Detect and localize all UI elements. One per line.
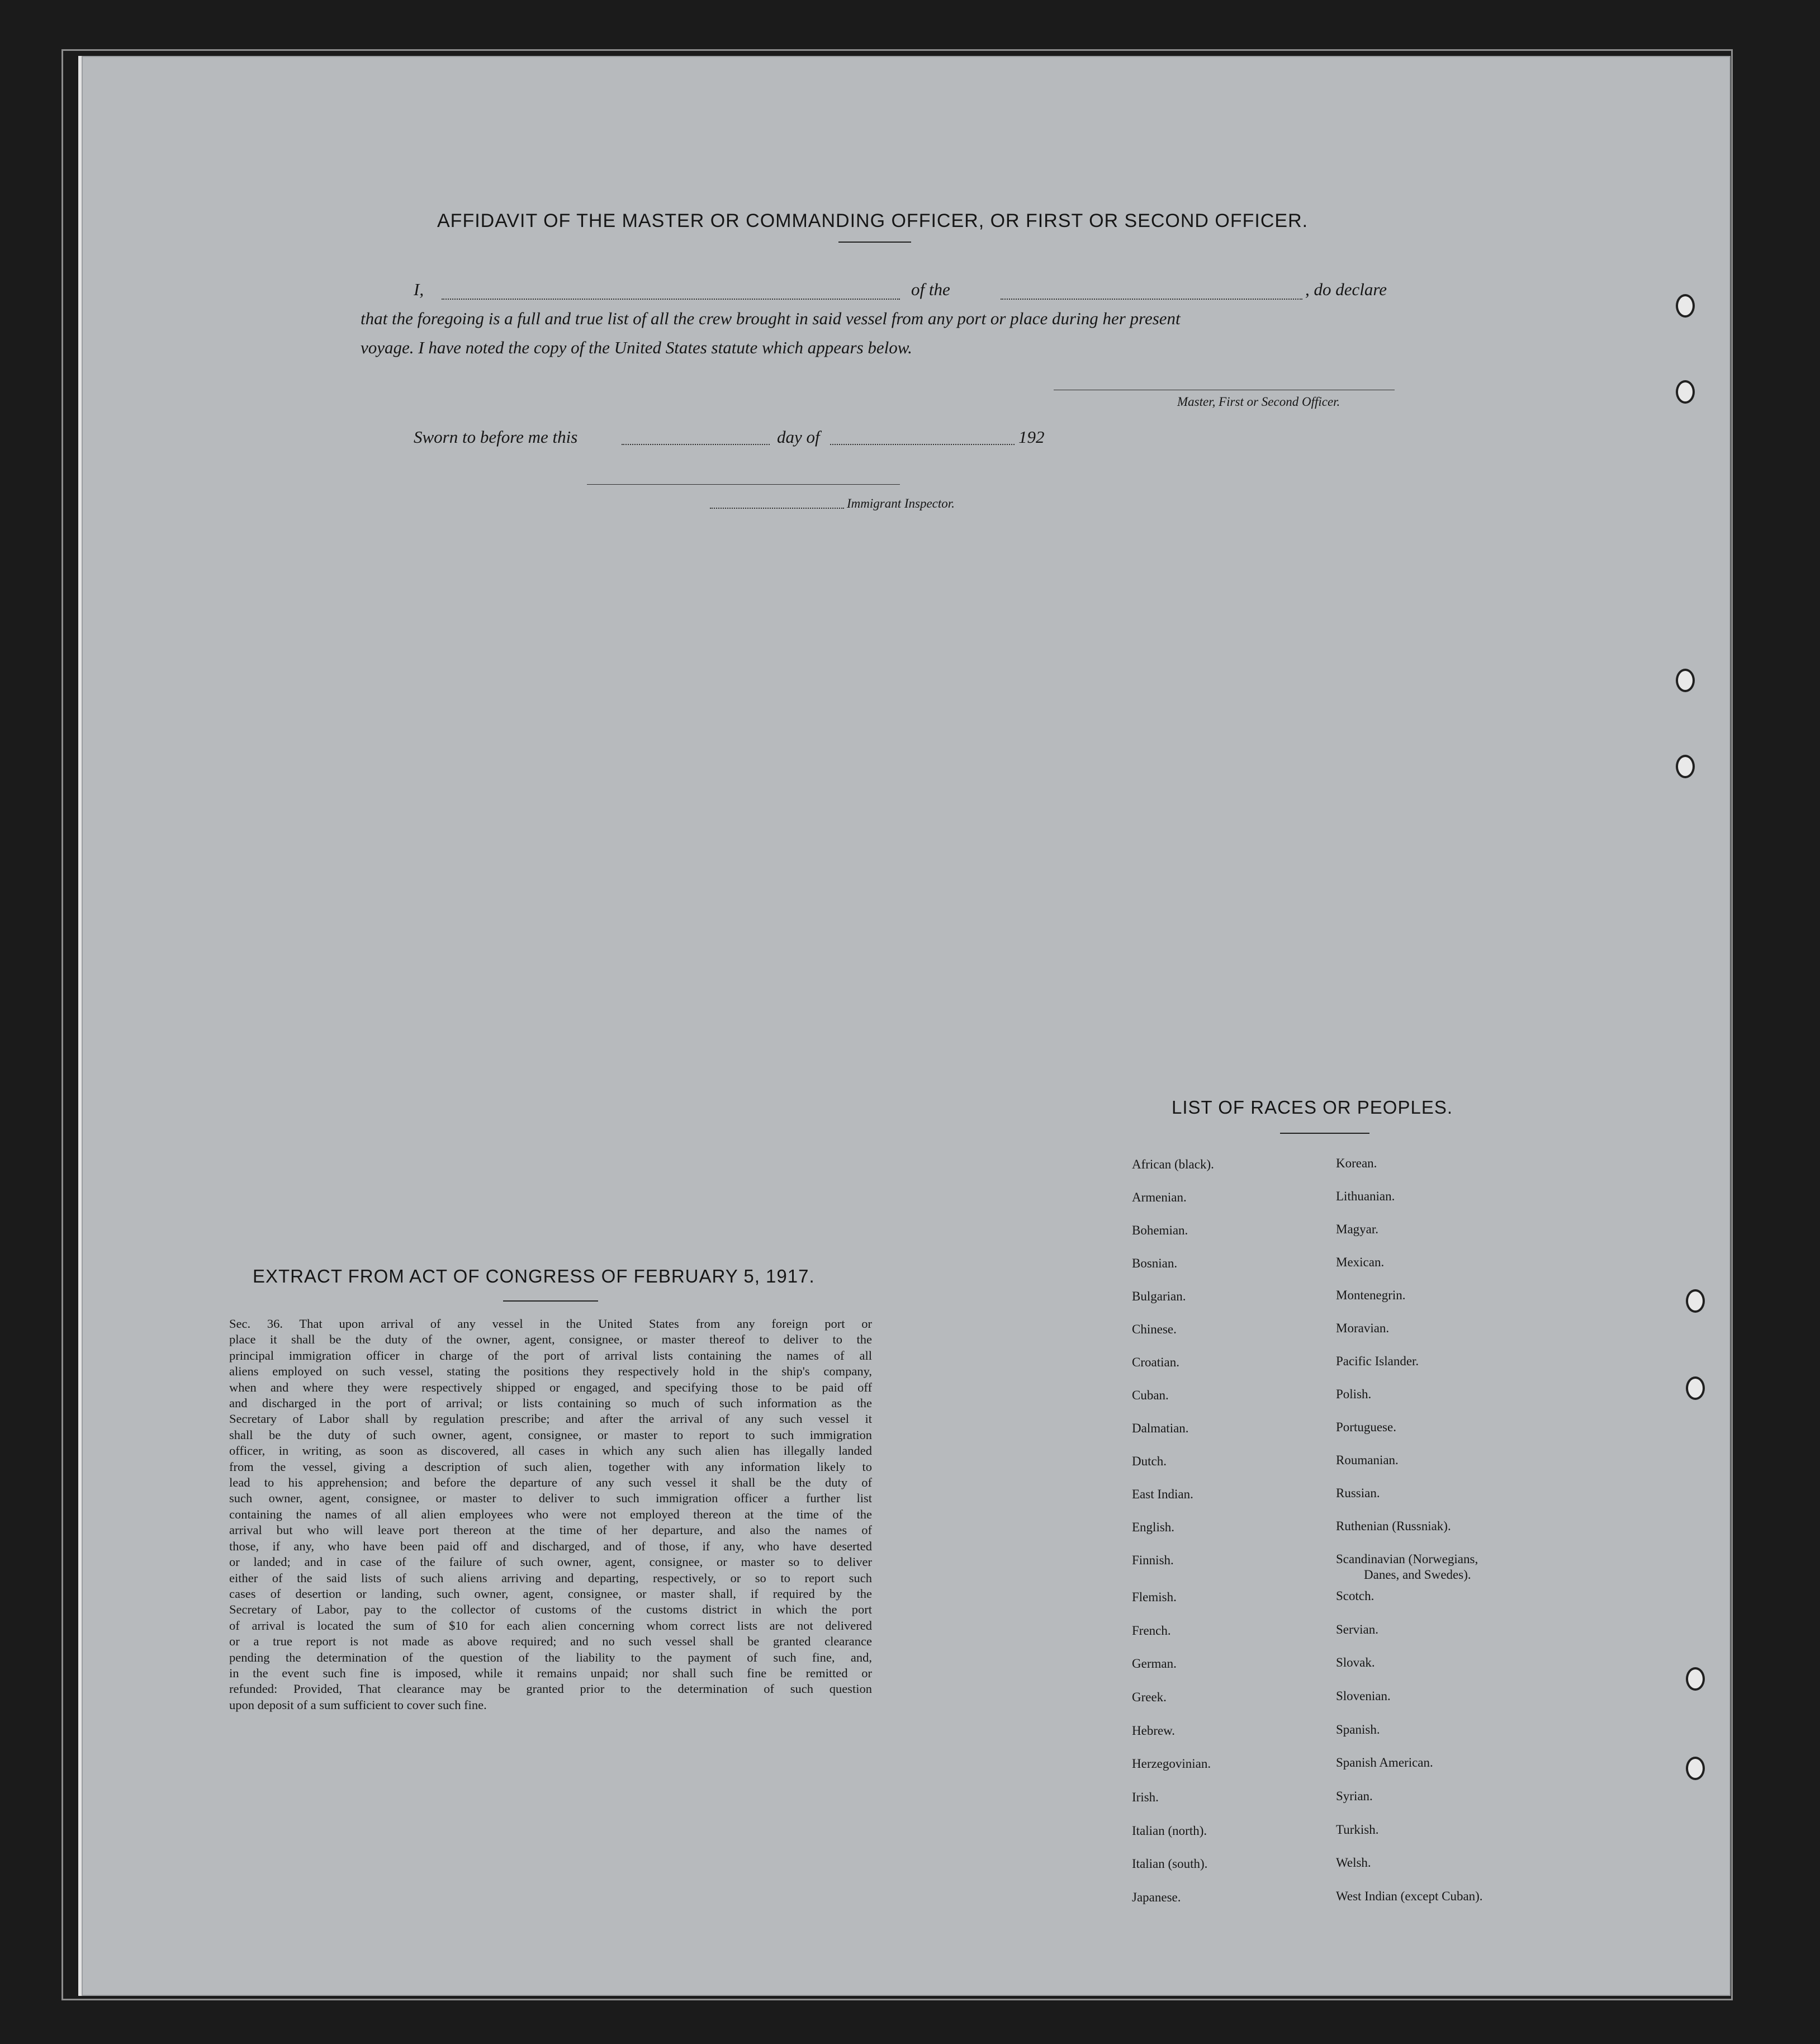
race-item: Hebrew. — [1132, 1724, 1176, 1738]
statute-line: such owner, agent, consignee, or master to deliver to such immigration officer a further list — [229, 1491, 872, 1506]
race-item: Danes, and Swedes). — [1364, 1568, 1471, 1582]
master-signature-caption: Master, First or Second Officer. — [1177, 395, 1340, 409]
race-item: Armenian. — [1132, 1190, 1187, 1204]
race-item: Korean. — [1336, 1156, 1377, 1170]
race-item: Lithuanian. — [1336, 1189, 1395, 1203]
affidavit-title: AFFIDAVIT OF THE MASTER OR COMMANDING OFFICER, OR FIRST OR SECOND OFFICER. — [437, 210, 1309, 231]
inspector-name-blank[interactable] — [710, 508, 844, 509]
race-item: Montenegrin. — [1336, 1288, 1406, 1302]
year-label: 192 — [1018, 427, 1045, 447]
race-item: Russian. — [1336, 1486, 1380, 1500]
race-item: Mexican. — [1336, 1255, 1385, 1269]
race-item: Dalmatian. — [1132, 1421, 1189, 1435]
race-item: West Indian (except Cuban). — [1336, 1889, 1483, 1903]
race-item: Chinese. — [1132, 1322, 1177, 1336]
affidavit-declare-label: , do declare — [1305, 280, 1387, 299]
races-title: LIST OF RACES OR PEOPLES. — [1172, 1097, 1453, 1118]
race-item: Slovenian. — [1336, 1689, 1391, 1703]
affidavit-of-the-label: of the — [911, 280, 950, 299]
race-item: German. — [1132, 1657, 1177, 1671]
race-item: Irish. — [1132, 1790, 1159, 1804]
statute-line: place it shall be the duty of the owner, agent, consignee, or master thereof to deliver to the — [229, 1332, 872, 1347]
statute-line: of arrival is located the sum of $10 for each alien concerning whom correct lists are not delivered — [229, 1618, 872, 1633]
statute-line: pending the determination of the question of the liability to the payment of such fine, and, — [229, 1650, 872, 1664]
race-item: African (black). — [1132, 1157, 1214, 1171]
statute-line: from the vessel, giving a description of such alien, together with any information likely to — [229, 1459, 872, 1474]
race-item: Moravian. — [1336, 1321, 1390, 1335]
race-item: Herzegovinian. — [1132, 1757, 1211, 1771]
binder-hole-3 — [1676, 669, 1695, 692]
statute-line: refunded: Provided, That clearance may be granted prior to the determination of such question — [229, 1682, 872, 1696]
statute-line: or landed; and in case of the failure of such owner, agent, consignee, or master so to deliver — [229, 1555, 872, 1569]
extract-title: EXTRACT FROM ACT OF CONGRESS OF FEBRUARY 5, 1917. — [253, 1266, 815, 1286]
race-item: Italian (north). — [1132, 1824, 1207, 1838]
statute-line: when and where they were respectively shipped or engaged, and specifying those to be paid off — [229, 1380, 872, 1394]
race-item: Slovak. — [1336, 1655, 1375, 1669]
race-item: Dutch. — [1132, 1454, 1167, 1468]
race-item: Roumanian. — [1336, 1453, 1399, 1467]
binder-hole-1 — [1676, 294, 1695, 318]
statute-line: Sec. 36. That upon arrival of any vessel in the United States from any foreign port or — [229, 1317, 872, 1331]
sworn-month-blank[interactable] — [830, 444, 1015, 445]
race-item: Bohemian. — [1132, 1223, 1188, 1237]
inspector-signature-line[interactable] — [587, 484, 900, 485]
statute-line: upon deposit of a sum sufficient to cover such fine. — [229, 1697, 487, 1712]
race-item: Syrian. — [1336, 1789, 1373, 1803]
race-item: Magyar. — [1336, 1222, 1379, 1236]
statute-line: lead to his apprehension; and before the departure of any such vessel it shall be the duty of — [229, 1475, 872, 1490]
affidavit-line-2: that the foregoing is a full and true list of all the crew brought in said vessel from any port or place during her present — [361, 309, 1181, 328]
inspector-caption: Immigrant Inspector. — [847, 496, 955, 510]
sworn-day-blank[interactable] — [622, 444, 770, 445]
statute-line: Secretary of Labor shall by regulation prescribe; and after the arrival of any such vessel it — [229, 1412, 872, 1426]
binder-hole-4 — [1676, 755, 1695, 778]
affidavit-title-rule — [838, 242, 911, 243]
race-item: Pacific Islander. — [1336, 1354, 1419, 1368]
race-item: Finnish. — [1132, 1553, 1174, 1567]
race-item: Ruthenian (Russniak). — [1336, 1519, 1451, 1533]
statute-text — [229, 1316, 872, 1713]
race-item: Flemish. — [1132, 1590, 1177, 1604]
binder-hole-7 — [1686, 1667, 1705, 1691]
race-item: Japanese. — [1132, 1890, 1181, 1904]
extract-title-rule — [503, 1300, 598, 1302]
statute-line: shall be the duty of such owner, agent, consignee, or master to report to such immigration — [229, 1427, 872, 1442]
statute-line: either of the said lists of such aliens arriving and departing, respectively, or so to report such — [229, 1570, 872, 1585]
race-item: East Indian. — [1132, 1487, 1193, 1501]
race-item: Servian. — [1336, 1622, 1379, 1636]
statute-line: in the event such fine is imposed, while it remains unpaid; nor shall such fine be remitted or — [229, 1666, 872, 1680]
statute-line: or a true report is not made as above required; and no such vessel shall be granted clearance — [229, 1634, 872, 1649]
race-item: French. — [1132, 1624, 1171, 1638]
statute-line: containing the names of all alien employees who were not employed thereon at the time of the — [229, 1507, 872, 1521]
binder-hole-5 — [1686, 1289, 1705, 1313]
race-item: Scandinavian (Norwegians, — [1336, 1552, 1478, 1566]
affidavit-line-3: voyage. I have noted the copy of the United States statute which appears below. — [361, 338, 912, 357]
binder-hole-2 — [1676, 380, 1695, 404]
race-item: Turkish. — [1336, 1823, 1379, 1837]
day-of-label: day of — [777, 427, 820, 447]
race-item: English. — [1132, 1520, 1175, 1534]
affidavit-name-blank[interactable] — [442, 299, 900, 300]
statute-line: Secretary of Labor, pay to the collector of customs of the customs district in which the port — [229, 1602, 872, 1617]
race-item: Bulgarian. — [1132, 1289, 1186, 1303]
sworn-label: Sworn to before me this — [414, 427, 578, 447]
race-item: Spanish American. — [1336, 1756, 1433, 1769]
races-title-rule — [1280, 1133, 1369, 1134]
race-item: Spanish. — [1336, 1723, 1380, 1737]
affidavit-i-label: I, — [414, 280, 424, 299]
binder-hole-6 — [1686, 1376, 1705, 1400]
binder-hole-8 — [1686, 1757, 1705, 1780]
statute-line: those, if any, who have been paid off and discharged, and of those, if any, who have deserted — [229, 1539, 872, 1553]
race-item: Italian (south). — [1132, 1857, 1208, 1871]
statute-line: and discharged in the port of arrival; or lists containing so much of such information as the — [229, 1396, 872, 1411]
statute-line: aliens employed on such vessel, stating the positions they respectively hold in the ship's company, — [229, 1364, 872, 1379]
race-item: Welsh. — [1336, 1856, 1371, 1870]
statute-line: arrival but who will leave port thereon at the time of her departure, and also the names of — [229, 1523, 872, 1537]
race-item: Cuban. — [1132, 1388, 1169, 1402]
statute-line: officer, in writing, as soon as discovered, all cases in which any such alien has illegally landed — [229, 1444, 872, 1458]
race-item: Bosnian. — [1132, 1256, 1178, 1270]
race-item: Portuguese. — [1336, 1420, 1396, 1434]
statute-line: principal immigration officer in charge of the port of arrival lists containing the names of all — [229, 1348, 872, 1362]
race-item: Croatian. — [1132, 1355, 1179, 1369]
statute-line: cases of desertion or landing, such owner, agent, consignee, or master shall, if required by the — [229, 1586, 872, 1601]
race-item: Greek. — [1132, 1690, 1167, 1704]
affidavit-vessel-blank[interactable] — [1001, 299, 1302, 300]
race-item: Polish. — [1336, 1387, 1372, 1401]
race-item: Scotch. — [1336, 1589, 1375, 1603]
